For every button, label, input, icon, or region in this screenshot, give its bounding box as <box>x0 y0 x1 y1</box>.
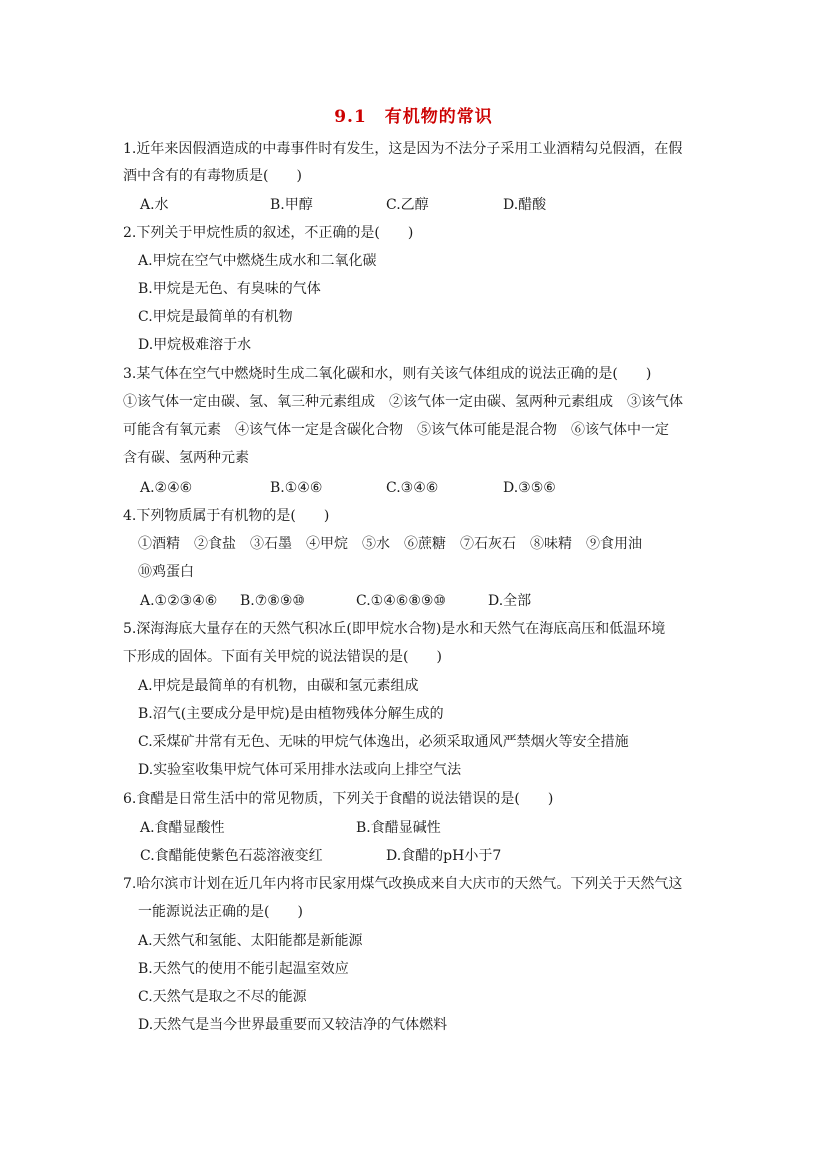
question-7-option-a: A.天然气和氢能、太阳能都是新能源 <box>138 933 363 949</box>
question-4-line-2: ①酒精 ②食盐 ③石墨 ④甲烷 ⑤水 ⑥蔗糖 ⑦石灰石 ⑧味精 ⑨食用油 <box>138 536 642 552</box>
question-4-option-a: A.①②③④⑥ <box>140 593 218 609</box>
question-3-stem: 3.某气体在空气中燃烧时生成二氧化碳和水，则有关该气体组成的说法正确的是( ) <box>123 366 652 382</box>
question-3-option-a: A.②④⑥ <box>140 480 193 496</box>
question-2-stem: 2.下列关于甲烷性质的叙述，不正确的是( ) <box>123 225 414 241</box>
question-3-line-2: ①该气体一定由碳、氢、氧三种元素组成 ②该气体一定由碳、氢两种元素组成 ③该气体 <box>123 394 683 410</box>
question-3-option-c: C.③④⑥ <box>386 480 439 496</box>
question-4-option-b: B.⑦⑧⑨⑩ <box>240 593 305 609</box>
question-5-option-b: B.沼气(主要成分是甲烷)是由植物残体分解生成的 <box>138 706 444 722</box>
page-title: 9.1 有机物的常识 <box>334 107 493 127</box>
question-6-option-d: D.食醋的pH小于7 <box>386 848 502 864</box>
question-1-line-1: 1.近年来因假酒造成的中毒事件时有发生，这是因为不法分子采用工业酒精勾兑假酒，在假 <box>123 141 683 157</box>
question-2-option-c: C.甲烷是最简单的有机物 <box>138 309 293 325</box>
question-7-line-1: 7.哈尔滨市计划在近几年内将市民家用煤气改换成来自大庆市的天然气。下列关于天然气这 <box>123 876 683 892</box>
question-4-line-3: ⑩鸡蛋白 <box>138 564 194 580</box>
question-4-stem: 4.下列物质属于有机物的是( ) <box>123 508 330 524</box>
question-5-line-1: 5.深海海底大量存在的天然气积冰丘(即甲烷水合物)是水和天然气在海底高压和低温环境 <box>123 621 666 637</box>
question-2-option-a: A.甲烷在空气中燃烧生成水和二氧化碳 <box>138 253 377 269</box>
question-2-option-b: B.甲烷是无色、有臭味的气体 <box>138 281 321 297</box>
question-3-line-3: 可能含有氧元素 ④该气体一定是含碳化合物 ⑤该气体可能是混合物 ⑥该气体中一定 <box>123 422 669 438</box>
question-1-option-a: A.水 <box>140 197 169 213</box>
question-6-stem: 6.食醋是日常生活中的常见物质，下列关于食醋的说法错误的是( ) <box>123 791 554 807</box>
question-5-option-c: C.采煤矿井常有无色、无味的甲烷气体逸出，必须采取通风严禁烟火等安全措施 <box>138 734 629 750</box>
question-3-option-b: B.①④⑥ <box>270 480 323 496</box>
question-3-line-4: 含有碳、氢两种元素 <box>123 450 249 466</box>
question-4-option-d: D.全部 <box>488 593 532 609</box>
question-2-option-d: D.甲烷极难溶于水 <box>138 337 252 353</box>
question-4-option-c: C.①④⑥⑧⑨⑩ <box>356 593 446 609</box>
question-1-option-b: B.甲醇 <box>270 197 313 213</box>
question-7-line-2: 一能源说法正确的是( ) <box>138 904 303 920</box>
question-3-option-d: D.③⑤⑥ <box>503 480 556 496</box>
question-5-line-2: 下形成的固体。下面有关甲烷的说法错误的是( ) <box>123 649 442 665</box>
question-7-option-c: C.天然气是取之不尽的能源 <box>138 989 307 1005</box>
question-6-option-a: A.食醋显酸性 <box>140 820 225 836</box>
question-6-option-b: B.食醋显碱性 <box>356 820 441 836</box>
question-5-option-a: A.甲烷是最简单的有机物，由碳和氢元素组成 <box>138 678 419 694</box>
question-5-option-d: D.实验室收集甲烷气体可采用排水法或向上排空气法 <box>138 762 462 778</box>
question-7-option-d: D.天然气是当今世界最重要而又较洁净的气体燃料 <box>138 1017 448 1033</box>
question-1-option-d: D.醋酸 <box>503 197 547 213</box>
question-1-line-2: 酒中含有的有毒物质是( ) <box>123 168 302 184</box>
question-7-option-b: B.天然气的使用不能引起温室效应 <box>138 961 349 977</box>
question-1-option-c: C.乙醇 <box>386 197 429 213</box>
question-6-option-c: C.食醋能使紫色石蕊溶液变红 <box>140 848 323 864</box>
